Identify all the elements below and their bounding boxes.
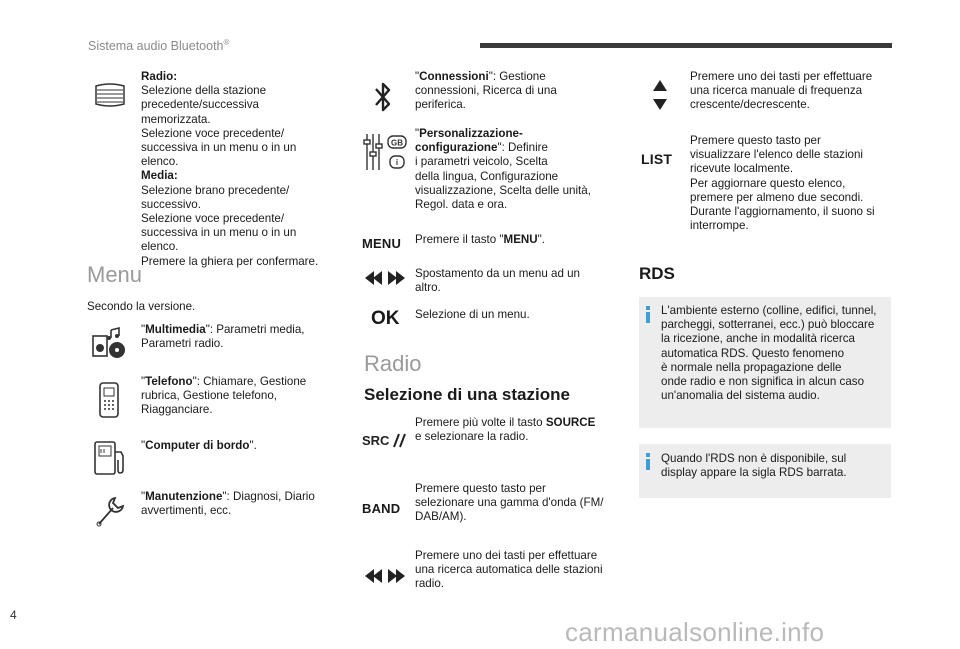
info-box-rds-reception xyxy=(639,297,891,428)
watermark: carmanualsonline.info xyxy=(565,617,825,647)
bluetooth-icon xyxy=(368,80,398,114)
arrows-description: Spostamento da un menu ad un altro. xyxy=(415,267,581,295)
src-label: SRC xyxy=(362,433,390,448)
source-key-icon xyxy=(362,430,408,450)
configurazione-icon xyxy=(362,132,408,172)
info-text-rds-reception: L'ambiente esterno (colline, edifici, tunnel, parcheggi, sotterranei, ecc.) può bloccare la ricezione, anche in modalità ricerca automatica RDS. Questo fenomeno è normale nella propagazione delle onde radio e non significa in alcun caso un'anomalia del sistema audio. xyxy=(661,304,877,403)
rds-heading: RDS xyxy=(639,264,675,283)
personalizzazione-description: "Personalizzazione- configurazione": Definire i parametri veicolo, Scelta della lingua, Configurazione visualizzazione, Scelta delle unità, Regol. data e ora. xyxy=(415,127,591,212)
info-box-rds-unavailable xyxy=(639,444,891,498)
seek-arrows-icon xyxy=(364,566,406,586)
rotary-knob-icon xyxy=(92,80,128,110)
gb-label: GB xyxy=(391,138,403,148)
menu-key-icon: MENU xyxy=(362,236,402,251)
list-description: Premere questo tasto per visualizzare l'elenco delle stazioni ricevute localmente. Per aggiornare questo elenco, premere per almeno due secondi. Durante l'aggiornamento, il suono si interrompe. xyxy=(690,134,875,233)
left-right-arrows-icon xyxy=(364,268,406,288)
band-description: Premere questo tasto per selezionare una gamma d'onda (FM/ DAB/AM). xyxy=(415,482,604,524)
multimedia-icon xyxy=(90,325,130,361)
band-key-icon: BAND xyxy=(362,501,401,516)
manual-search-description: Premere uno dei tasti per effettuare una ricerca manuale di frequenza crescente/decrescente. xyxy=(690,70,873,112)
menu-item-telefono: "Telefono": Chiamare, Gestione rubrica, Gestione telefono, Riagganciare. xyxy=(141,375,307,417)
menu-heading: Menu xyxy=(87,262,143,287)
info-icon xyxy=(646,453,650,471)
running-header: Sistema audio Bluetooth® xyxy=(88,38,230,54)
wrench-icon xyxy=(92,493,128,529)
info-text-rds-unavailable: Quando l'RDS non è disponibile, sul display appare la sigla RDS barrata. xyxy=(661,452,847,480)
menu-item-computer-di-bordo: "Computer di bordo". xyxy=(141,439,257,452)
i-label: i xyxy=(395,158,399,167)
up-down-arrows-icon xyxy=(650,78,670,112)
radio-heading: Radio xyxy=(364,351,422,376)
computer-di-bordo-icon xyxy=(92,440,128,476)
connessioni-description: "Connessioni": Gestione connessioni, Ricerca di una periferica. xyxy=(415,70,557,112)
seek-description: Premere uno dei tasti per effettuare una ricerca automatica delle stazioni radio. xyxy=(415,549,603,591)
menu-item-multimedia: "Multimedia": Parametri media, Parametri radio. xyxy=(141,323,305,351)
selezione-heading: Selezione di una stazione xyxy=(364,385,570,404)
header-rule xyxy=(480,43,892,48)
menu-intro: Secondo la versione. xyxy=(87,300,196,313)
ok-key-description: Selezione di un menu. xyxy=(415,308,530,321)
telefono-icon xyxy=(94,380,124,420)
page-number: 4 xyxy=(10,608,17,622)
source-description: Premere più volte il tasto SOURCE e selezionare la radio. xyxy=(415,416,596,444)
list-key-icon: LIST xyxy=(641,151,673,167)
info-icon xyxy=(646,306,650,324)
radio-media-description: Radio: Selezione della stazione precedente/successiva memorizzata. Selezione voce precedente/ successiva in un menu o in un elenco. Media: Selezione brano precedente/ successivo. Selezione voce precedente/ successiva in un menu o in un elenco. Premere la ghiera per confermare. xyxy=(141,70,319,268)
menu-item-manutenzione: "Manutenzione": Diagnosi, Diario avvertimenti, ecc. xyxy=(141,490,315,518)
ok-key-icon: OK xyxy=(371,308,400,329)
menu-key-description: Premere il tasto "MENU". xyxy=(415,233,546,246)
